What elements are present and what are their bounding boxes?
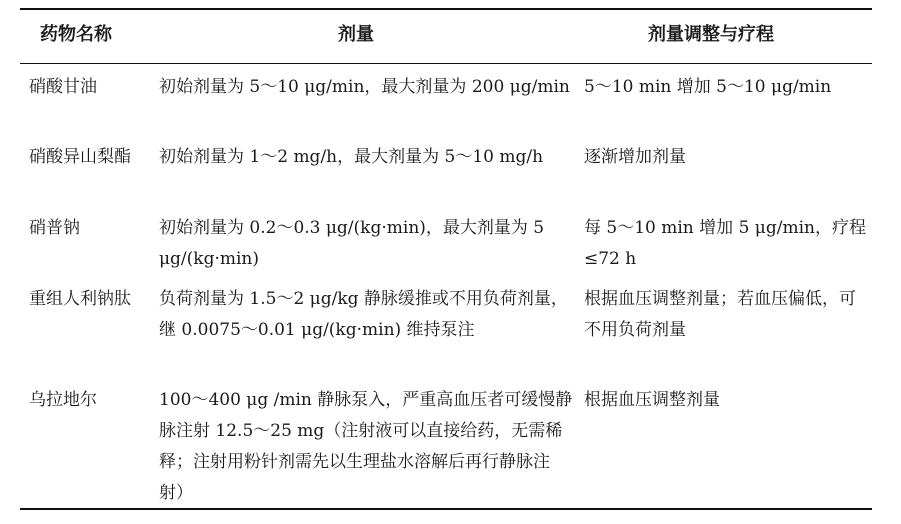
table-bottom-rule xyxy=(20,508,872,510)
table-row-drug: 硝酸甘油 xyxy=(29,77,97,97)
table-row-adjust: 根据血压调整剂量；若血压偏低，可不用负荷剂量 xyxy=(584,289,856,340)
table-row-adjust: 每 5～10 min 增加 5 μg/min，疗程≤72 h xyxy=(584,218,866,269)
table-row-drug: 重组人利钠肽 xyxy=(29,289,131,309)
table-row-dose: 初始剂量为 0.2～0.3 μg/(kg·min)，最大剂量为 5 μg/(kg·min) xyxy=(159,218,545,269)
table-row-dose: 初始剂量为 1～2 mg/h，最大剂量为 5～10 mg/h xyxy=(159,147,544,167)
table-row-drug: 硝普钠 xyxy=(29,218,80,238)
table-row-dose: 100～400 μg /min 静脉泵入，严重高血压者可缓慢静脉注射 12.5～25 mg（注射液可以直接给药，无需稀释；注射用粉针剂需先以生理盐水溶解后再行静脉注射） xyxy=(159,390,573,503)
table-row-drug: 硝酸异山梨酯 xyxy=(29,147,131,167)
header-drug-name: 药物名称 xyxy=(40,24,112,45)
table-row-adjust: 逐渐增加剂量 xyxy=(584,147,686,167)
header-dose-adjustment: 剂量调整与疗程 xyxy=(648,24,774,45)
table-row-dose: 负荷剂量为 1.5～2 μg/kg 静脉缓推或不用负荷剂量，继 0.0075～0.01 μg/(kg·min) 维持泵注 xyxy=(159,289,568,340)
table-row-dose: 初始剂量为 5～10 μg/min，最大剂量为 200 μg/min xyxy=(159,77,570,97)
table-header-rule xyxy=(20,63,872,64)
header-dose: 剂量 xyxy=(338,24,374,45)
table-row-adjust: 根据血压调整剂量 xyxy=(584,390,720,410)
table-top-rule xyxy=(20,8,872,10)
table-row-drug: 乌拉地尔 xyxy=(29,390,97,410)
table-row-adjust: 5～10 min 增加 5～10 μg/min xyxy=(584,77,832,97)
